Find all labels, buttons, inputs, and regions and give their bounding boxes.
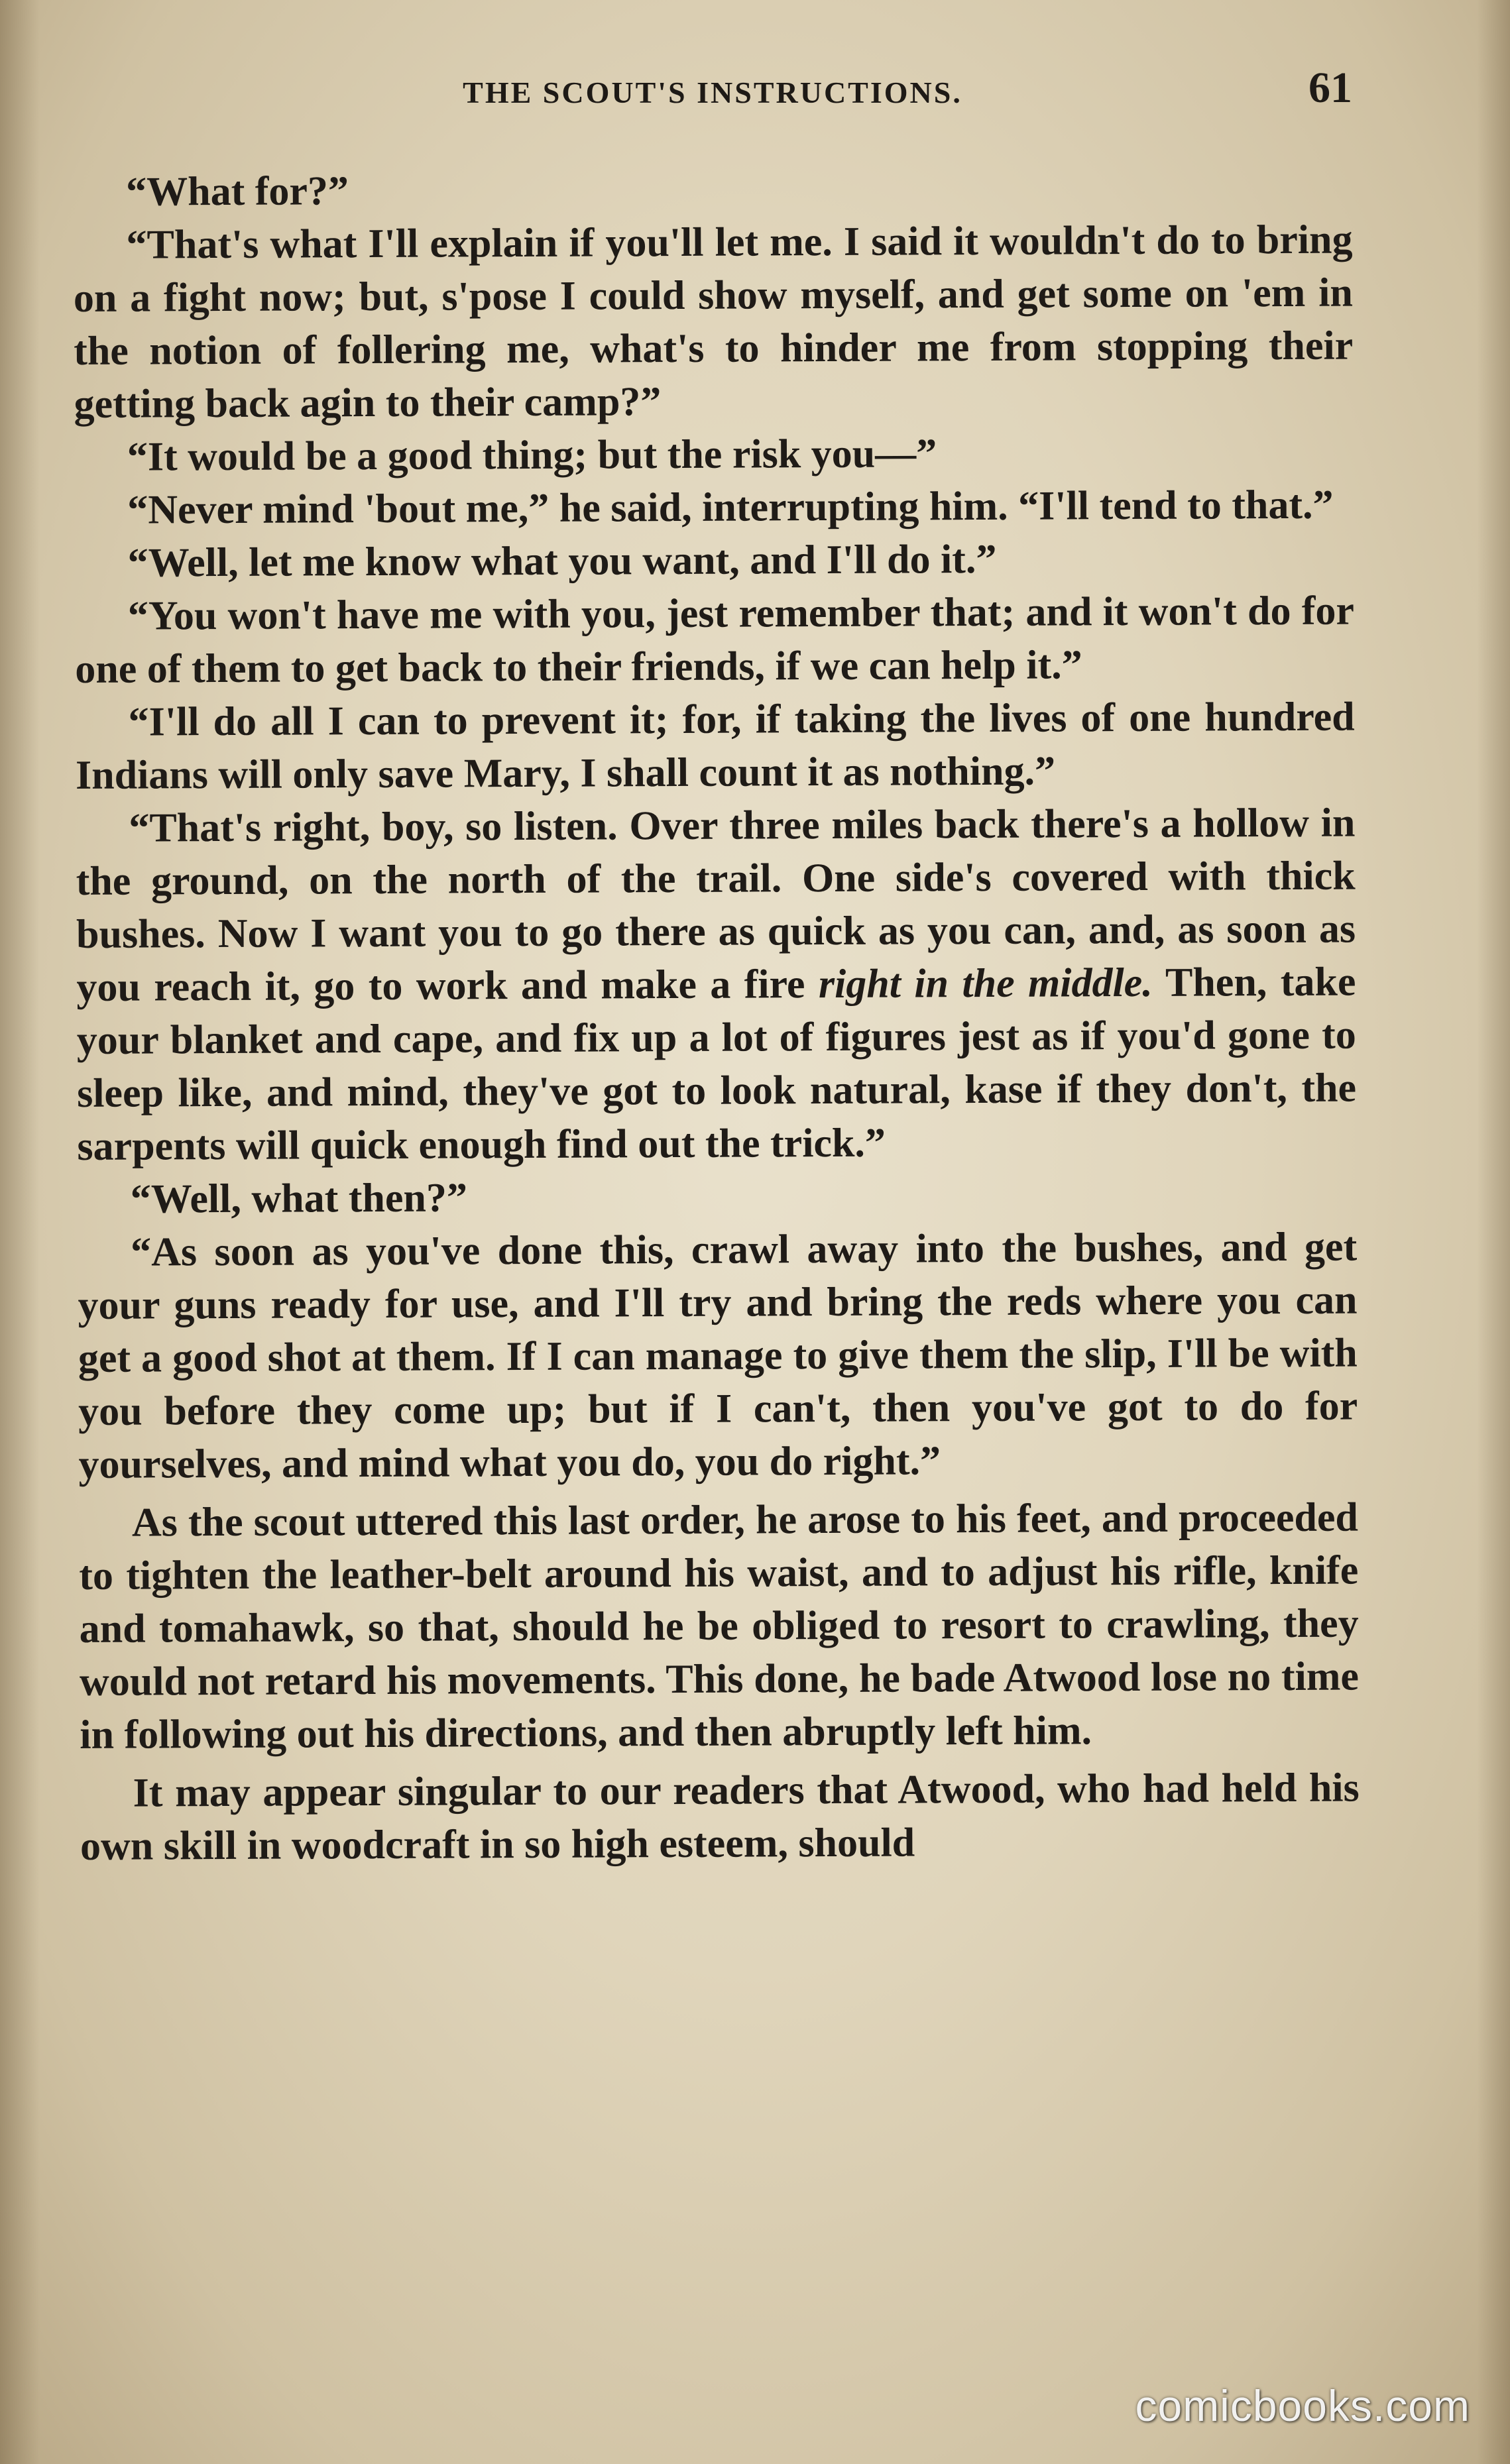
- paragraph: It may appear singular to our readers that Atwood, who had held his own skill in woodcraft in so high esteem, should: [80, 1765, 1360, 1869]
- paragraph-text-before: “That's right, boy, so listen. Over three miles back there's a hollow in the ground, on the north of the trail. One side's covered with thick bushes. Now I want you to go there as quick as you can, and, as soon as you reach it, go to work and make a fire: [76, 800, 1356, 1010]
- paragraph: “Well, let me know what you want, and I'll do it.”: [127, 536, 997, 586]
- emphasized-text: right in the middle.: [818, 960, 1153, 1007]
- paragraph: “I'll do all I can to prevent it; for, if taking the lives of one hundred Indians will only save Mary, I shall count it as nothing.”: [75, 694, 1355, 798]
- page-edge-shadow-left: [0, 0, 40, 2464]
- paragraph: “Never mind 'bout me,” he said, interrupting him. “I'll tend to that.”: [127, 482, 1334, 533]
- paragraph: “What for?”: [126, 168, 349, 215]
- page-header: [73, 63, 1352, 123]
- body-text: [73, 160, 1360, 1873]
- page-edge-shadow-right: [1477, 0, 1510, 2464]
- page-number: 61: [1308, 64, 1352, 112]
- watermark: comicbooks.com: [1135, 2381, 1470, 2430]
- paragraph: “As soon as you've done this, crawl away into the bushes, and get your guns ready for use, and I'll try and bring the reds where you can get a good shot at them. If I can manage to give them the slip, I'll be with you before they come up; but if I can't, then you've got to do for yourselves, and mind what you do, you do right.”: [78, 1224, 1358, 1487]
- paragraph: As the scout uttered this last order, he arose to his feet, and proceeded to tighten the leather-belt around his waist, and to adjust his rifle, knife and tomahawk, so that, should he be obliged to resort to crawling, they would not retard his movements. This done, he bade Atwood lose no time in following out his directions, and then abruptly left him.: [79, 1494, 1360, 1758]
- paragraph: “You won't have me with you, jest remember that; and it won't do for one of them to get back to their friends, if we can help it.”: [75, 588, 1355, 692]
- paragraph: “That's what I'll explain if you'll let me. I said it wouldn't do to bring on a fight now; but, s'pose I could show myself, and get some on 'em in the notion of follering me, what's to hinder me from stopping their getting back agin to their camp?”: [73, 217, 1354, 427]
- paragraph: “It would be a good thing; but the risk you—”: [127, 431, 937, 480]
- paragraph: “Well, what then?”: [130, 1175, 468, 1222]
- paragraph-text-after: Then, take your blanket and cape, and fix up a lot of figures jest as if you'd gone to sleep like, and mind, they've got to look natural, kase if they don't, the sarpents will quick enough find out the trick.”: [76, 959, 1357, 1169]
- paragraph-with-emphasis: [76, 797, 1356, 1173]
- running-head: THE SCOUT'S INSTRUCTIONS.: [463, 76, 962, 109]
